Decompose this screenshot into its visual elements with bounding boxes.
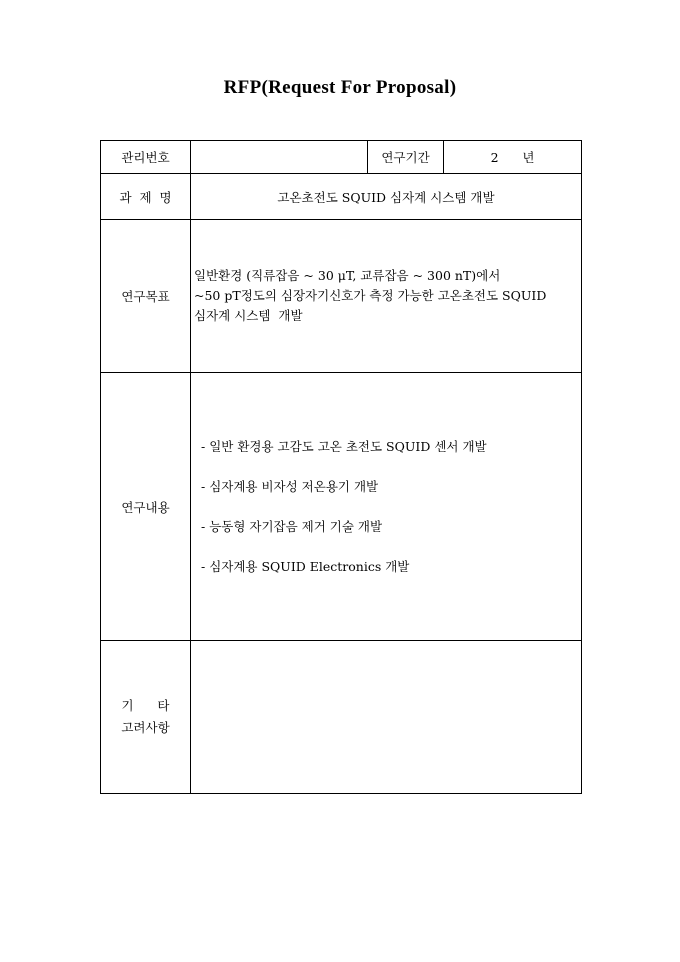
research-content-value: [191, 373, 582, 641]
other-label-line2: 고려사항: [121, 720, 170, 735]
rfp-table: [100, 140, 582, 794]
content-row: [101, 373, 582, 641]
other-considerations-value: [191, 641, 582, 794]
research-goal-label: 연구목표: [101, 220, 191, 373]
research-goal-line: 일반환경 (직류잡음 ~ 30 μT, 교류잡음 ~ 300 nT)에서: [194, 268, 501, 283]
research-content-label: 연구내용: [101, 373, 191, 641]
other-considerations-label: [101, 641, 191, 794]
admin-number-value: [191, 141, 368, 174]
research-period-label: 연구기간: [368, 141, 444, 174]
list-item: - 심자계용 비자성 저온용기 개발: [201, 478, 379, 494]
goal-row: [101, 220, 582, 373]
admin-number-label: 관리번호: [101, 141, 191, 174]
document-title: RFP(Request For Proposal): [223, 77, 457, 98]
task-name-value: 고온초전도 SQUID 심자계 시스템 개발: [191, 174, 582, 220]
list-item: - 능동형 자기잡음 제거 기술 개발: [201, 518, 383, 534]
research-period-value: 2 년: [444, 141, 582, 174]
task-row: [101, 174, 582, 220]
list-item: - 일반 환경용 고감도 고온 초전도 SQUID 센서 개발: [201, 438, 487, 454]
other-row: [101, 641, 582, 794]
other-label-line1: 기 타: [121, 698, 170, 713]
research-goal-line: 심자계 시스템 개발: [194, 308, 303, 323]
admin-row: [101, 141, 582, 174]
task-name-label: 과 제 명: [101, 174, 191, 220]
research-content-list: [191, 427, 581, 587]
list-item: - 심자계용 SQUID Electronics 개발: [201, 558, 410, 574]
research-goal-line: ~50 pT정도의 심장자기신호가 측정 가능한 고온초전도 SQUID: [194, 288, 547, 303]
research-goal-value: [191, 220, 582, 373]
